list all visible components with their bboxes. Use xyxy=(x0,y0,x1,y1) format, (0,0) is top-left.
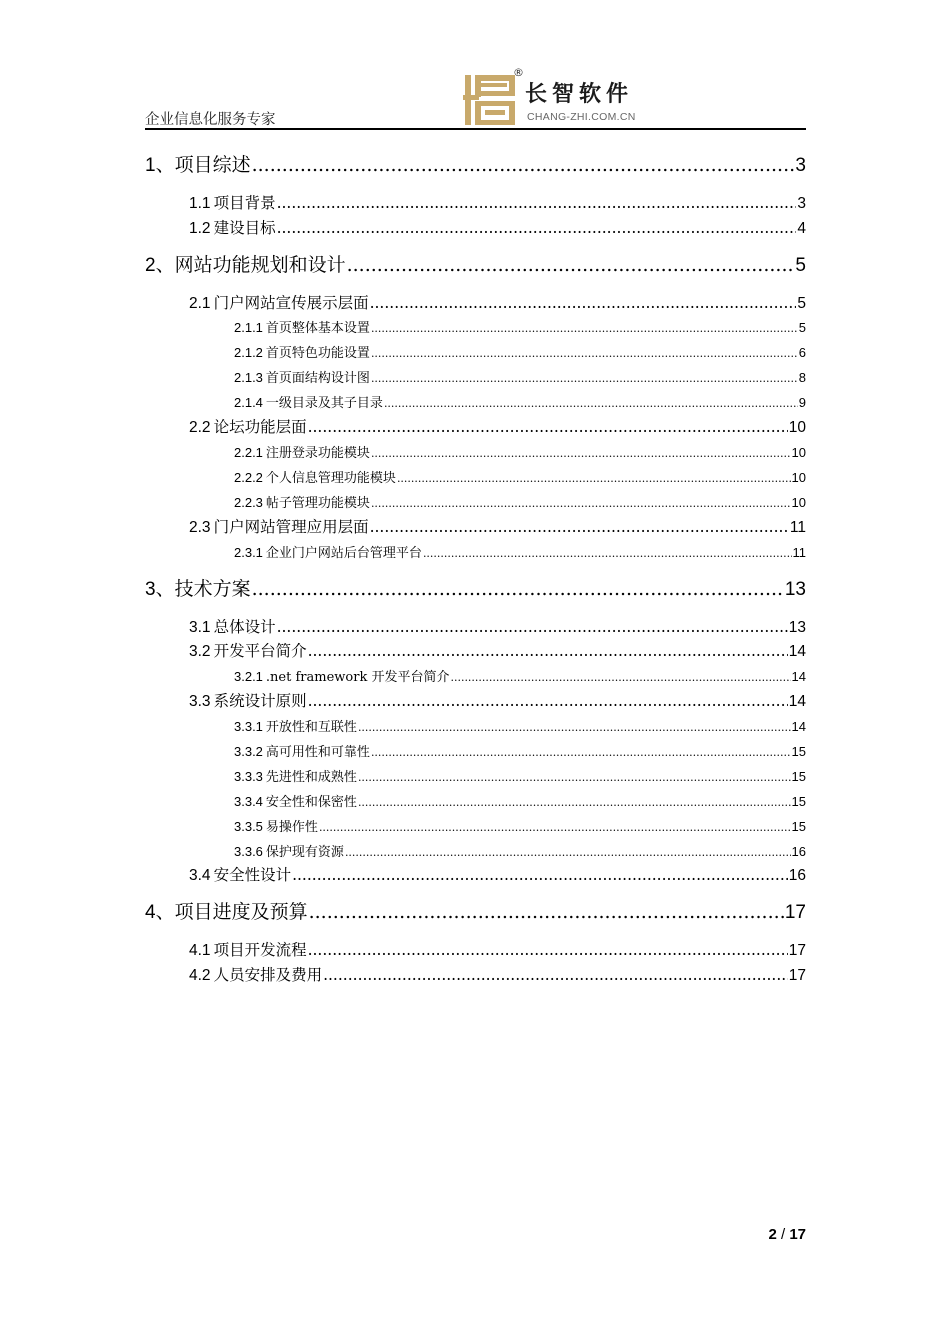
toc-page-number: 14 xyxy=(791,668,806,684)
toc-dot-leader xyxy=(358,770,791,785)
toc-entry-3-3-3[interactable] xyxy=(234,766,806,785)
toc-dot-leader xyxy=(397,471,791,486)
toc-title: 开放性和互联性 xyxy=(265,719,357,735)
toc-page-number: 17 xyxy=(784,901,806,923)
toc-number: 3.4 xyxy=(189,866,211,884)
toc-number: 3.2 xyxy=(189,642,211,660)
toc-page-number: 11 xyxy=(789,518,806,536)
toc-dot-leader xyxy=(450,670,790,685)
toc-entry-4-1[interactable] xyxy=(189,938,806,960)
toc-entry-1[interactable] xyxy=(145,150,806,177)
toc-dot-leader xyxy=(308,941,788,959)
toc-dot-leader xyxy=(277,194,797,212)
toc-entry-2-1-1[interactable] xyxy=(234,317,806,336)
toc-entry-4-2[interactable] xyxy=(189,963,806,985)
toc-entry-2-1-3[interactable] xyxy=(234,367,806,386)
toc-title: 论坛功能层面 xyxy=(213,417,307,436)
toc-page-number: 9 xyxy=(798,394,806,410)
toc-number: 3.1 xyxy=(189,618,211,636)
toc-dot-leader xyxy=(371,496,791,511)
toc-page-number: 15 xyxy=(791,768,806,784)
toc-page-number: 5 xyxy=(797,294,806,312)
toc-entry-3-1[interactable] xyxy=(189,615,806,637)
toc-dot-leader xyxy=(358,720,791,735)
toc-entry-2-2[interactable] xyxy=(189,415,806,437)
toc-entry-3-3[interactable] xyxy=(189,689,806,711)
toc-title: 帖子管理功能模块 xyxy=(265,495,370,511)
toc-dot-leader xyxy=(252,578,784,600)
toc-entry-2-3[interactable] xyxy=(189,515,806,537)
toc-dot-leader xyxy=(371,745,791,760)
toc-number: 3.2.1 xyxy=(234,668,263,684)
toc-dot-leader xyxy=(371,446,791,461)
toc-number: 4.2 xyxy=(189,966,211,984)
toc-number: 3.3.4 xyxy=(234,793,263,809)
toc-page-number: 14 xyxy=(788,642,806,660)
toc-dot-leader xyxy=(370,518,789,536)
toc-title: 总体设计 xyxy=(213,617,276,636)
toc-title: .net framework 开发平台简介 xyxy=(265,669,450,685)
toc-entry-2-2-1[interactable] xyxy=(234,442,806,461)
toc-title: 项目背景 xyxy=(213,193,276,212)
toc-title: 人员安排及费用 xyxy=(213,965,323,984)
company-logo xyxy=(463,66,653,128)
toc-number: 2.1 xyxy=(189,294,211,312)
toc-page-number: 3 xyxy=(797,194,806,212)
toc-title: 一级目录及其子目录 xyxy=(265,395,383,411)
toc-number: 3.3.2 xyxy=(234,743,263,759)
toc-dot-leader xyxy=(370,294,797,312)
toc-number: 3.3.6 xyxy=(234,843,263,859)
toc-number: 2.2.2 xyxy=(234,469,263,485)
toc-page-number: 5 xyxy=(795,254,806,276)
toc-number: 2.1.1 xyxy=(234,319,263,335)
toc-entry-3[interactable] xyxy=(145,574,806,601)
logo-name: 长智软件 xyxy=(525,82,634,107)
toc-number: 2.3 xyxy=(189,518,211,536)
toc-title: 开发平台简介 xyxy=(213,641,307,660)
toc-dot-leader xyxy=(292,866,788,884)
toc-page-number: 10 xyxy=(791,494,806,510)
toc-title: 首页整体基本设置 xyxy=(265,320,370,336)
toc-title: 项目综述 xyxy=(174,153,251,176)
toc-entry-4[interactable] xyxy=(145,897,806,924)
toc-title: 企业门户网站后台管理平台 xyxy=(265,545,422,561)
toc-number: 2.2.1 xyxy=(234,444,263,460)
toc-entry-2-1-4[interactable] xyxy=(234,392,806,411)
toc-number: 4、 xyxy=(145,901,175,923)
toc-dot-leader xyxy=(308,692,788,710)
toc-number: 3.3 xyxy=(189,692,211,710)
toc-entry-2-2-3[interactable] xyxy=(234,492,806,511)
header-tagline: 企业信息化服务专家 xyxy=(145,112,276,128)
toc-entry-1-2[interactable] xyxy=(189,216,806,238)
toc-entry-3-3-6[interactable] xyxy=(234,841,806,860)
toc-title: 注册登录功能模块 xyxy=(265,445,370,461)
toc-title: 门户网站宣传展示层面 xyxy=(213,293,369,312)
toc-number: 2.1.2 xyxy=(234,344,263,360)
toc-entry-2-2-2[interactable] xyxy=(234,467,806,486)
toc-entry-3-3-2[interactable] xyxy=(234,741,806,760)
toc-page-number: 16 xyxy=(788,866,806,884)
toc-title: 易操作性 xyxy=(265,819,318,835)
toc-dot-leader xyxy=(308,418,788,436)
toc-entry-3-4[interactable] xyxy=(189,863,806,885)
toc-title: 安全性设计 xyxy=(213,865,292,884)
toc-page-number: 14 xyxy=(788,692,806,710)
toc-title: 门户网站管理应用层面 xyxy=(213,517,369,536)
page-separator: / xyxy=(776,1226,790,1243)
toc-page-number: 10 xyxy=(791,469,806,485)
toc-page-number: 3 xyxy=(795,154,806,176)
toc-dot-leader xyxy=(308,642,788,660)
toc-entry-2[interactable] xyxy=(145,250,806,277)
toc-page-number: 16 xyxy=(791,843,806,859)
toc-number: 2.2 xyxy=(189,418,211,436)
toc-page-number: 15 xyxy=(791,818,806,834)
toc-dot-leader xyxy=(371,371,798,386)
toc-title: 高可用性和可靠性 xyxy=(265,744,370,760)
toc-dot-leader xyxy=(323,966,788,984)
toc-dot-leader xyxy=(277,618,788,636)
toc-dot-leader xyxy=(358,795,791,810)
toc-page-number: 15 xyxy=(791,743,806,759)
toc-number: 1.2 xyxy=(189,219,211,237)
toc-page-number: 10 xyxy=(788,418,806,436)
toc-entry-2-3-1[interactable] xyxy=(234,542,806,561)
total-pages: 17 xyxy=(789,1226,806,1243)
toc-number: 2.1.3 xyxy=(234,369,263,385)
toc-number: 3.3.3 xyxy=(234,768,263,784)
toc-number: 4.1 xyxy=(189,941,211,959)
toc-title: 技术方案 xyxy=(174,577,251,600)
toc-title: 系统设计原则 xyxy=(213,691,307,710)
toc-number: 2.3.1 xyxy=(234,544,263,560)
toc-number: 3.3.1 xyxy=(234,718,263,734)
toc-title: 先进性和成熟性 xyxy=(265,769,357,785)
toc-page-number: 13 xyxy=(788,618,806,636)
toc-number: 1.1 xyxy=(189,194,211,212)
toc-number: 2.2.3 xyxy=(234,494,263,510)
toc-dot-leader xyxy=(345,845,791,860)
toc-page-number: 11 xyxy=(792,544,806,560)
page-number xyxy=(768,1226,806,1243)
current-page: 2 xyxy=(768,1226,777,1243)
toc-number: 3、 xyxy=(145,578,175,600)
toc-entry-1-1[interactable] xyxy=(189,191,806,213)
toc-page-number: 14 xyxy=(791,718,806,734)
toc-title: 建设目标 xyxy=(213,218,276,237)
toc-entry-3-3-5[interactable] xyxy=(234,816,806,835)
toc-page-number: 5 xyxy=(798,319,806,335)
toc-title: 网站功能规划和设计 xyxy=(174,253,346,276)
toc-dot-leader xyxy=(371,346,798,361)
toc-page-number: 15 xyxy=(791,793,806,809)
toc-number: 2.1.4 xyxy=(234,394,263,410)
toc-dot-leader xyxy=(252,154,795,176)
toc-page-number: 13 xyxy=(784,578,806,600)
toc-title: 安全性和保密性 xyxy=(265,794,357,810)
logo-url: CHANG-ZHI.COM.CN xyxy=(527,111,636,123)
toc-dot-leader xyxy=(277,219,797,237)
toc-page-number: 8 xyxy=(798,369,806,385)
toc-entry-2-1-2[interactable] xyxy=(234,342,806,361)
toc-title: 项目开发流程 xyxy=(213,940,307,959)
toc-title: 首页面结构设计图 xyxy=(265,370,370,386)
toc-dot-leader xyxy=(309,901,784,923)
toc-number: 2、 xyxy=(145,254,175,276)
toc-dot-leader xyxy=(319,820,791,835)
toc-entry-3-2-1[interactable] xyxy=(234,666,806,685)
toc-dot-leader xyxy=(423,546,792,561)
toc-page-number: 17 xyxy=(788,966,806,984)
toc-dot-leader xyxy=(371,321,798,336)
toc-entry-2-1[interactable] xyxy=(189,291,806,313)
toc-page-number: 4 xyxy=(797,219,806,237)
toc-number: 1、 xyxy=(145,154,175,176)
toc-entry-3-2[interactable] xyxy=(189,639,806,661)
toc-entry-3-3-4[interactable] xyxy=(234,791,806,810)
toc-title: 个人信息管理功能模块 xyxy=(265,470,396,486)
toc-page-number: 17 xyxy=(788,941,806,959)
header-divider xyxy=(145,128,806,130)
toc-title: 首页特色功能设置 xyxy=(265,345,370,361)
toc-dot-leader xyxy=(384,396,798,411)
toc-entry-3-3-1[interactable] xyxy=(234,716,806,735)
toc-dot-leader xyxy=(347,254,795,276)
toc-page-number: 10 xyxy=(791,444,806,460)
toc-page-number: 6 xyxy=(798,344,806,360)
logo-mark-icon xyxy=(463,73,517,127)
toc-title: 保护现有资源 xyxy=(265,844,344,860)
toc-number: 3.3.5 xyxy=(234,818,263,834)
registered-mark: ® xyxy=(513,66,524,79)
toc-title: 项目进度及预算 xyxy=(174,900,308,923)
